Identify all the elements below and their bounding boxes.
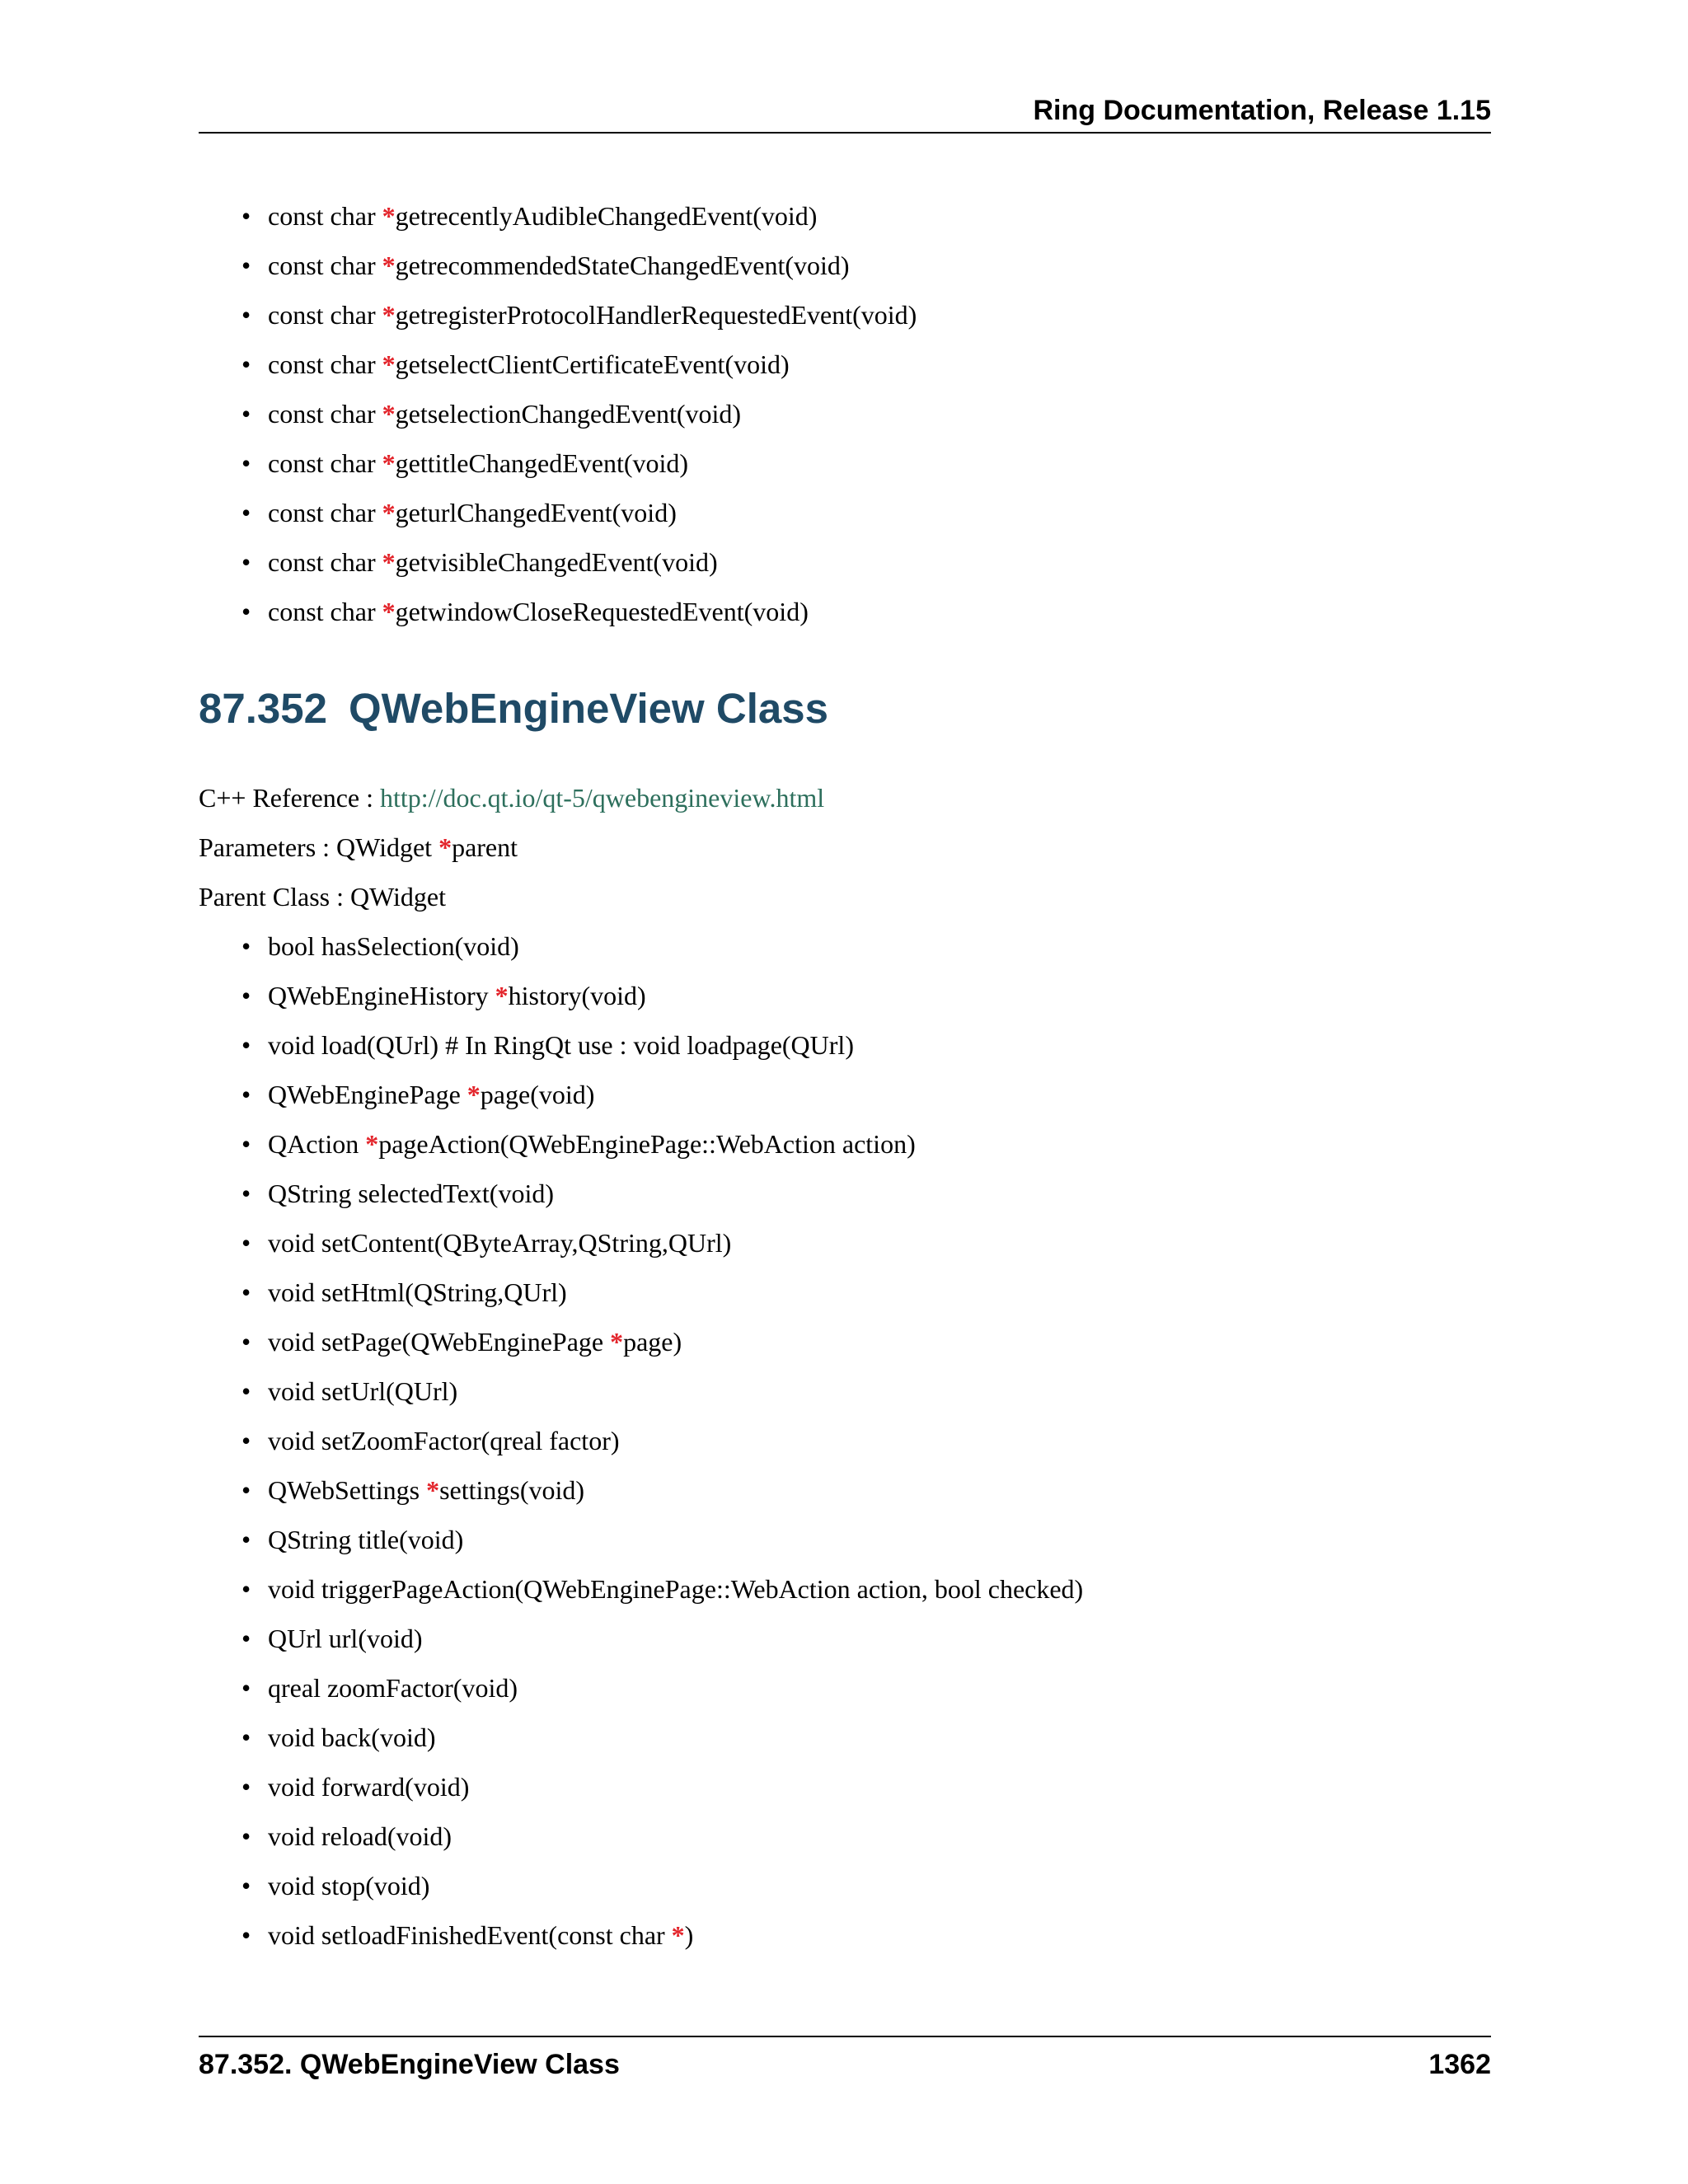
item-text-tail: settings(void) (439, 1475, 585, 1505)
item-text-tail: gettitleChangedEvent(void) (395, 448, 689, 478)
item-text: void setloadFinishedEvent(const char (268, 1920, 672, 1950)
list-item (199, 1317, 1083, 1366)
pointer-star: * (382, 349, 396, 379)
list-item (199, 1416, 1083, 1465)
pointer-star: * (382, 399, 396, 429)
pointer-star: * (426, 1475, 440, 1505)
item-text: const char (268, 201, 382, 231)
section-number: 87.352 (199, 685, 327, 732)
item-text-tail: getselectionChangedEvent(void) (395, 399, 742, 429)
item-text-tail: getwindowCloseRequestedEvent(void) (395, 597, 809, 626)
pointer-star: * (382, 201, 396, 231)
item-text: void back(void) (268, 1722, 436, 1752)
item-text-tail: page) (623, 1327, 682, 1357)
list-item (199, 537, 917, 587)
list-item (199, 1614, 1083, 1663)
item-text: const char (268, 448, 382, 478)
item-text: const char (268, 597, 382, 626)
item-text: const char (268, 399, 382, 429)
item-text: void setZoomFactor(qreal factor) (268, 1426, 620, 1455)
list-item (199, 1119, 1083, 1169)
item-text-tail: getrecommendedStateChangedEvent(void) (395, 251, 850, 280)
list-item (199, 1861, 1083, 1910)
item-text: QString title(void) (268, 1525, 464, 1554)
item-text: const char (268, 498, 382, 527)
pointer-star: * (382, 547, 396, 577)
footer-section-label: 87.352. QWebEngineView Class (199, 2049, 620, 2080)
section-heading (199, 684, 828, 733)
item-text: const char (268, 547, 382, 577)
list-item (199, 488, 917, 537)
item-text: QWebEnginePage (268, 1080, 467, 1109)
list-item (199, 1268, 1083, 1317)
item-text: void stop(void) (268, 1871, 430, 1900)
item-text: void setContent(QByteArray,QString,QUrl) (268, 1228, 732, 1258)
header-title: Ring Documentation, Release 1.15 (1033, 95, 1491, 126)
list-item (199, 1366, 1083, 1416)
list-item (199, 389, 917, 438)
item-text: QString selectedText(void) (268, 1179, 554, 1208)
pointer-star: * (610, 1327, 624, 1357)
pointer-star: * (495, 981, 509, 1010)
parameters-name: parent (452, 832, 518, 862)
pointer-star: * (382, 300, 396, 330)
item-text-tail: history(void) (508, 981, 646, 1010)
item-text: const char (268, 251, 382, 280)
item-text-tail: getvisibleChangedEvent(void) (395, 547, 718, 577)
item-text: void forward(void) (268, 1772, 470, 1802)
list-item (199, 191, 917, 241)
list-item (199, 1910, 1083, 1960)
cpp-reference-label: C++ Reference : (199, 783, 380, 813)
pointer-star: * (382, 498, 396, 527)
parent-class-text: Parent Class : QWidget (199, 882, 446, 912)
list-item (199, 1762, 1083, 1811)
list-item (199, 1811, 1083, 1861)
pointer-star: * (467, 1080, 481, 1109)
item-text-tail: geturlChangedEvent(void) (395, 498, 677, 527)
list-item (199, 1020, 1083, 1070)
item-text: void setPage(QWebEnginePage (268, 1327, 611, 1357)
item-text: QUrl url(void) (268, 1624, 423, 1653)
pointer-star: * (382, 597, 396, 626)
item-text: void setUrl(QUrl) (268, 1376, 458, 1406)
item-text: QWebSettings (268, 1475, 427, 1505)
list-item (199, 1218, 1083, 1268)
pointer-star: * (671, 1920, 685, 1950)
footer-page-number: 1362 (1428, 2049, 1491, 2080)
item-text: QAction (268, 1129, 366, 1159)
list-item (199, 1663, 1083, 1713)
list-item (199, 1713, 1083, 1762)
list-item (199, 1564, 1083, 1614)
parameters-text: Parameters : QWidget (199, 832, 439, 862)
page-footer (199, 2036, 1491, 2083)
item-text-tail: ) (684, 1920, 694, 1950)
list-item (199, 1169, 1083, 1218)
list-item (199, 1515, 1083, 1564)
item-text: qreal zoomFactor(void) (268, 1673, 518, 1703)
list-item (199, 971, 1083, 1020)
page-header (199, 89, 1491, 134)
item-text: const char (268, 300, 382, 330)
list-item (199, 1070, 1083, 1119)
item-text-tail: getregisterProtocolHandlerRequestedEvent(void) (395, 300, 917, 330)
list-item (199, 438, 917, 488)
pointer-star: * (438, 832, 452, 862)
item-text: QWebEngineHistory (268, 981, 495, 1010)
parent-class-line (199, 872, 446, 921)
item-text: void reload(void) (268, 1821, 452, 1851)
cpp-reference-link[interactable]: http://doc.qt.io/qt-5/qwebengineview.html (380, 783, 825, 813)
list-item (199, 587, 917, 636)
item-text: void load(QUrl) # In RingQt use : void loadpage(QUrl) (268, 1030, 854, 1060)
method-list (199, 921, 1083, 1960)
cpp-reference-line (199, 773, 824, 823)
list-item (199, 1465, 1083, 1515)
parameters-line (199, 823, 518, 872)
item-text: const char (268, 349, 382, 379)
item-text-tail: getselectClientCertificateEvent(void) (395, 349, 790, 379)
item-text-tail: page(void) (480, 1080, 595, 1109)
section-title-text: QWebEngineView Class (349, 685, 828, 732)
event-getter-list (199, 191, 917, 636)
list-item (199, 921, 1083, 971)
item-text: bool hasSelection(void) (268, 931, 519, 961)
list-item (199, 241, 917, 290)
list-item (199, 340, 917, 389)
list-item (199, 290, 917, 340)
item-text: void setHtml(QString,QUrl) (268, 1277, 567, 1307)
item-text-tail: pageAction(QWebEnginePage::WebAction action) (378, 1129, 916, 1159)
pointer-star: * (382, 448, 396, 478)
item-text-tail: getrecentlyAudibleChangedEvent(void) (395, 201, 818, 231)
pointer-star: * (382, 251, 396, 280)
item-text: void triggerPageAction(QWebEnginePage::WebAction action, bool checked) (268, 1574, 1084, 1604)
pointer-star: * (365, 1129, 379, 1159)
